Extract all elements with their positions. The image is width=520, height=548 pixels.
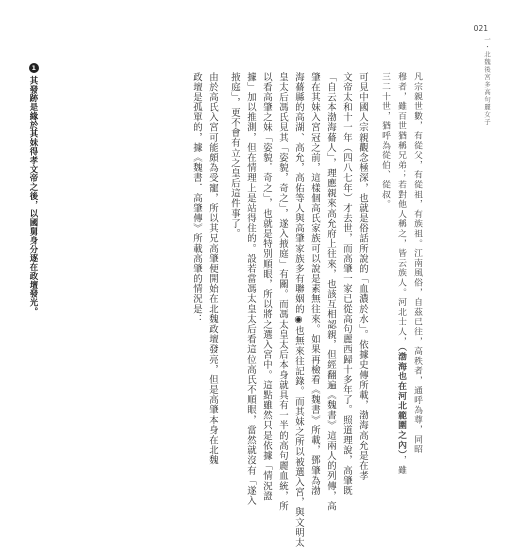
body-line-4: 肇在其妹入宮冠之前，這樣個高氏家族可以說是素無往來。如果再檢看《魏書》所載，鄧肇為渤 (309, 72, 320, 496)
quote-line-2-text: 穆者，雖百世猶稱兄弟；若對他人稱之，皆云族人。河北士人， (396, 72, 406, 347)
body-line-10: 由於高氏入宮可能頗為受寵，所以其兄高肇便開始在北魏政壇發亮，但是高肇本身在北魏 (207, 72, 218, 466)
quote-line-2 (393, 72, 408, 475)
bullet-note (28, 63, 40, 316)
body-line-2: 文帝太和十一年（四八七年）才去世，而高肇一家已從高句麗西歸十多年了。照道理說，高肇既 (341, 72, 352, 496)
body-line-7: 以看高肇之妹「姿貌．奇之」，也就是特別順眼，所以將之選入宮中。這點雖然只是依據「情況證 (261, 72, 272, 502)
body-line-3: 「自云本渤海蓨人」，理應親來高允府上往來，也該互相認親，但經翻遍《魏書》這兩人的列傳，高 (325, 72, 336, 512)
quote-line-3: 三二十世，猶呼為從伯、從叔。 (380, 72, 390, 210)
body-line-1: 可見中國人宗親觀念極深，也就是俗話所說的「血濃於水」。依據史傳所載，渤海高允是在孝 (357, 72, 368, 481)
running-head-title: 一・北魏後宮多高句麗女子 (483, 36, 491, 126)
body-line-5: 海蓨縣的高湖、高允，高佑等人與高肇家族多有聯姻的◉也無來往記錄。而其妹之所以被選入宮，與文明太 (293, 72, 304, 548)
quote-tail: ，雖 (396, 455, 406, 475)
body-line-11: 政壇是孤單的，據《魏書．高肇傳》所載高肇的情況是： (191, 72, 202, 325)
bullet-marker: 1 (29, 63, 39, 73)
body-line-9: 掖庭」，更不會有立之皇后這件事了。 (229, 72, 240, 239)
quote-emphasis: （渤海也在河北範圍之內） (396, 346, 406, 456)
bullet-text: 其發跡是緣於其妹得孝文帝之後，以國舅身分逐在政壇發光。 (29, 76, 39, 317)
page-number: 021 (473, 24, 488, 33)
body-line-8: 據」加以推測，但在情理上是站得住的。設若當馮太皇太后看這位高氏不順眼，當然就沒有「遂入 (245, 72, 256, 506)
quote-line-1: 凡宗親世數，有從父，有從祖，有族祖。江南風俗，自茲已往，高秩者，通呼為尊，同昭 (412, 72, 422, 455)
body-line-6: 皇太后馮氏見其「姿貌，奇之」，遂入掖庭」有關。而馮太皇太后本身就具有一半的高句麗血統，所 (277, 72, 288, 512)
